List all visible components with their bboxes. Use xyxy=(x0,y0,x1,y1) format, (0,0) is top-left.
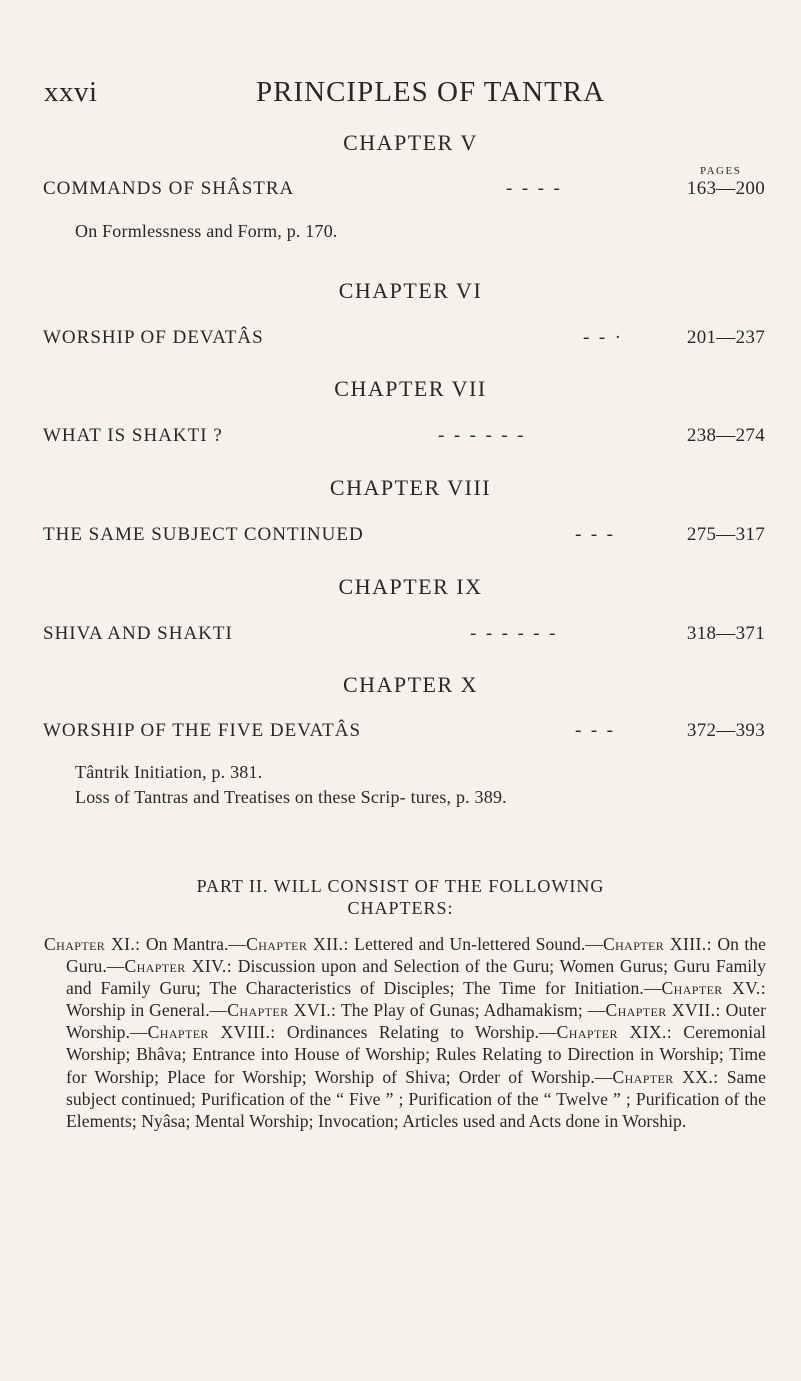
entry-title: SHIVA AND SHAKTI xyxy=(43,623,233,644)
chapter-heading: CHAPTER IX xyxy=(338,574,483,599)
entry-pages: 318—371 xyxy=(686,623,765,644)
entry-pages: 201—237 xyxy=(686,327,765,348)
chapter-label: Chapter XVII.: xyxy=(605,1000,721,1021)
toc-entry xyxy=(43,720,765,746)
entry-title: COMMANDS OF SHÂSTRA xyxy=(43,178,295,199)
chapter-heading: CHAPTER V xyxy=(343,130,478,155)
entry-title: WORSHIP OF THE FIVE DEVATÂS xyxy=(43,720,362,741)
page-number: xxvi xyxy=(44,76,98,108)
chapter-label: Chapter XIX.: xyxy=(556,1022,673,1043)
chapter-description: Same subject continued; Purification of the “ Five ” ; Purification of the “ Twelve ” ; Purification of the Elements; Nyâsa; Mental Worship; Invocation; Articles used and Acts done in Worship. xyxy=(66,1066,766,1131)
chapter-heading: CHAPTER VII xyxy=(334,376,487,401)
part-two-body xyxy=(44,933,766,1132)
chapter-description: Worship in General.— xyxy=(66,1000,228,1021)
chapter-label: Chapter XII.: xyxy=(246,934,349,954)
chapter-list-paragraph xyxy=(44,933,766,1132)
chapter-label: Chapter XVIII.: xyxy=(147,1022,276,1043)
chapter-description: Discussion upon and Selection of the Guru; Women Gurus; Guru Family and Family Guru; The Characteristics of Disciples; The Time for Initiation.— xyxy=(66,956,766,999)
chapter-label: Chapter XVI.: xyxy=(227,1000,337,1021)
entry-leader: - - - - - - xyxy=(438,425,524,446)
entry-note: Tântrik Initiation, p. 381. xyxy=(75,762,263,782)
toc-entry xyxy=(43,425,765,451)
chapter-description: Outer Worship.— xyxy=(66,1000,766,1043)
entry-leader: - - - - xyxy=(506,178,560,199)
toc-entry xyxy=(43,524,765,550)
chapter-description: Lettered and Un-lettered Sound.— xyxy=(348,934,603,954)
part-heading-line: CHAPTERS: xyxy=(347,898,454,918)
chapter-label: Chapter XI.: xyxy=(44,934,141,954)
book-title: PRINCIPLES OF TANTRA xyxy=(256,76,606,108)
toc-entry xyxy=(43,623,765,649)
chapter-label: Chapter XV.: xyxy=(661,978,766,999)
chapter-label: Chapter XIV.: xyxy=(124,956,233,977)
entry-pages: 238—274 xyxy=(686,425,765,446)
entry-leader: - - · xyxy=(583,327,621,348)
entry-title: WHAT IS SHAKTI ? xyxy=(43,425,223,446)
entry-pages: 163—200 xyxy=(686,178,765,199)
pages-column-label: PAGES xyxy=(700,165,742,177)
entry-leader: - - - xyxy=(575,720,613,741)
chapter-description: Ceremonial Worship; Bhâva; Entrance into House of Worship; Rules Relating to Direction in Worship; Time for Worship; Place for Worship; Worship of Shiva; Order of Worship.— xyxy=(66,1022,767,1087)
chapter-description: On Mantra.— xyxy=(140,934,247,954)
part-heading xyxy=(0,875,801,919)
entry-leader: - - - - - - xyxy=(470,623,556,644)
toc-entry xyxy=(43,178,765,204)
chapter-heading: CHAPTER X xyxy=(342,672,479,697)
entry-title: THE SAME SUBJECT CONTINUED xyxy=(43,524,364,545)
chapter-label: Chapter XIII.: xyxy=(602,934,712,954)
chapter-description: On the Guru.— xyxy=(66,934,766,977)
part-heading-line: PART II. WILL CONSIST OF THE FOLLOWING xyxy=(196,876,605,896)
entry-pages: 372—393 xyxy=(686,720,765,741)
entry-leader: - - - xyxy=(575,524,613,545)
chapter-description: Ordinances Relating to Worship.— xyxy=(275,1022,557,1043)
chapter-description: The Play of Gunas; Adhamakism; — xyxy=(336,1000,606,1021)
chapter-heading: CHAPTER VIII xyxy=(329,475,492,500)
toc-entry xyxy=(43,327,765,353)
entry-note: On Formlessness and Form, p. 170. xyxy=(75,221,338,241)
entry-pages: 275—317 xyxy=(686,524,765,545)
entry-note: Loss of Tantras and Treatises on these Scrip- tures, p. 389. xyxy=(75,787,507,807)
chapter-heading: CHAPTER VI xyxy=(338,278,483,303)
chapter-label: Chapter XX.: xyxy=(612,1066,719,1087)
entry-title: WORSHIP OF DEVATÂS xyxy=(43,327,264,348)
